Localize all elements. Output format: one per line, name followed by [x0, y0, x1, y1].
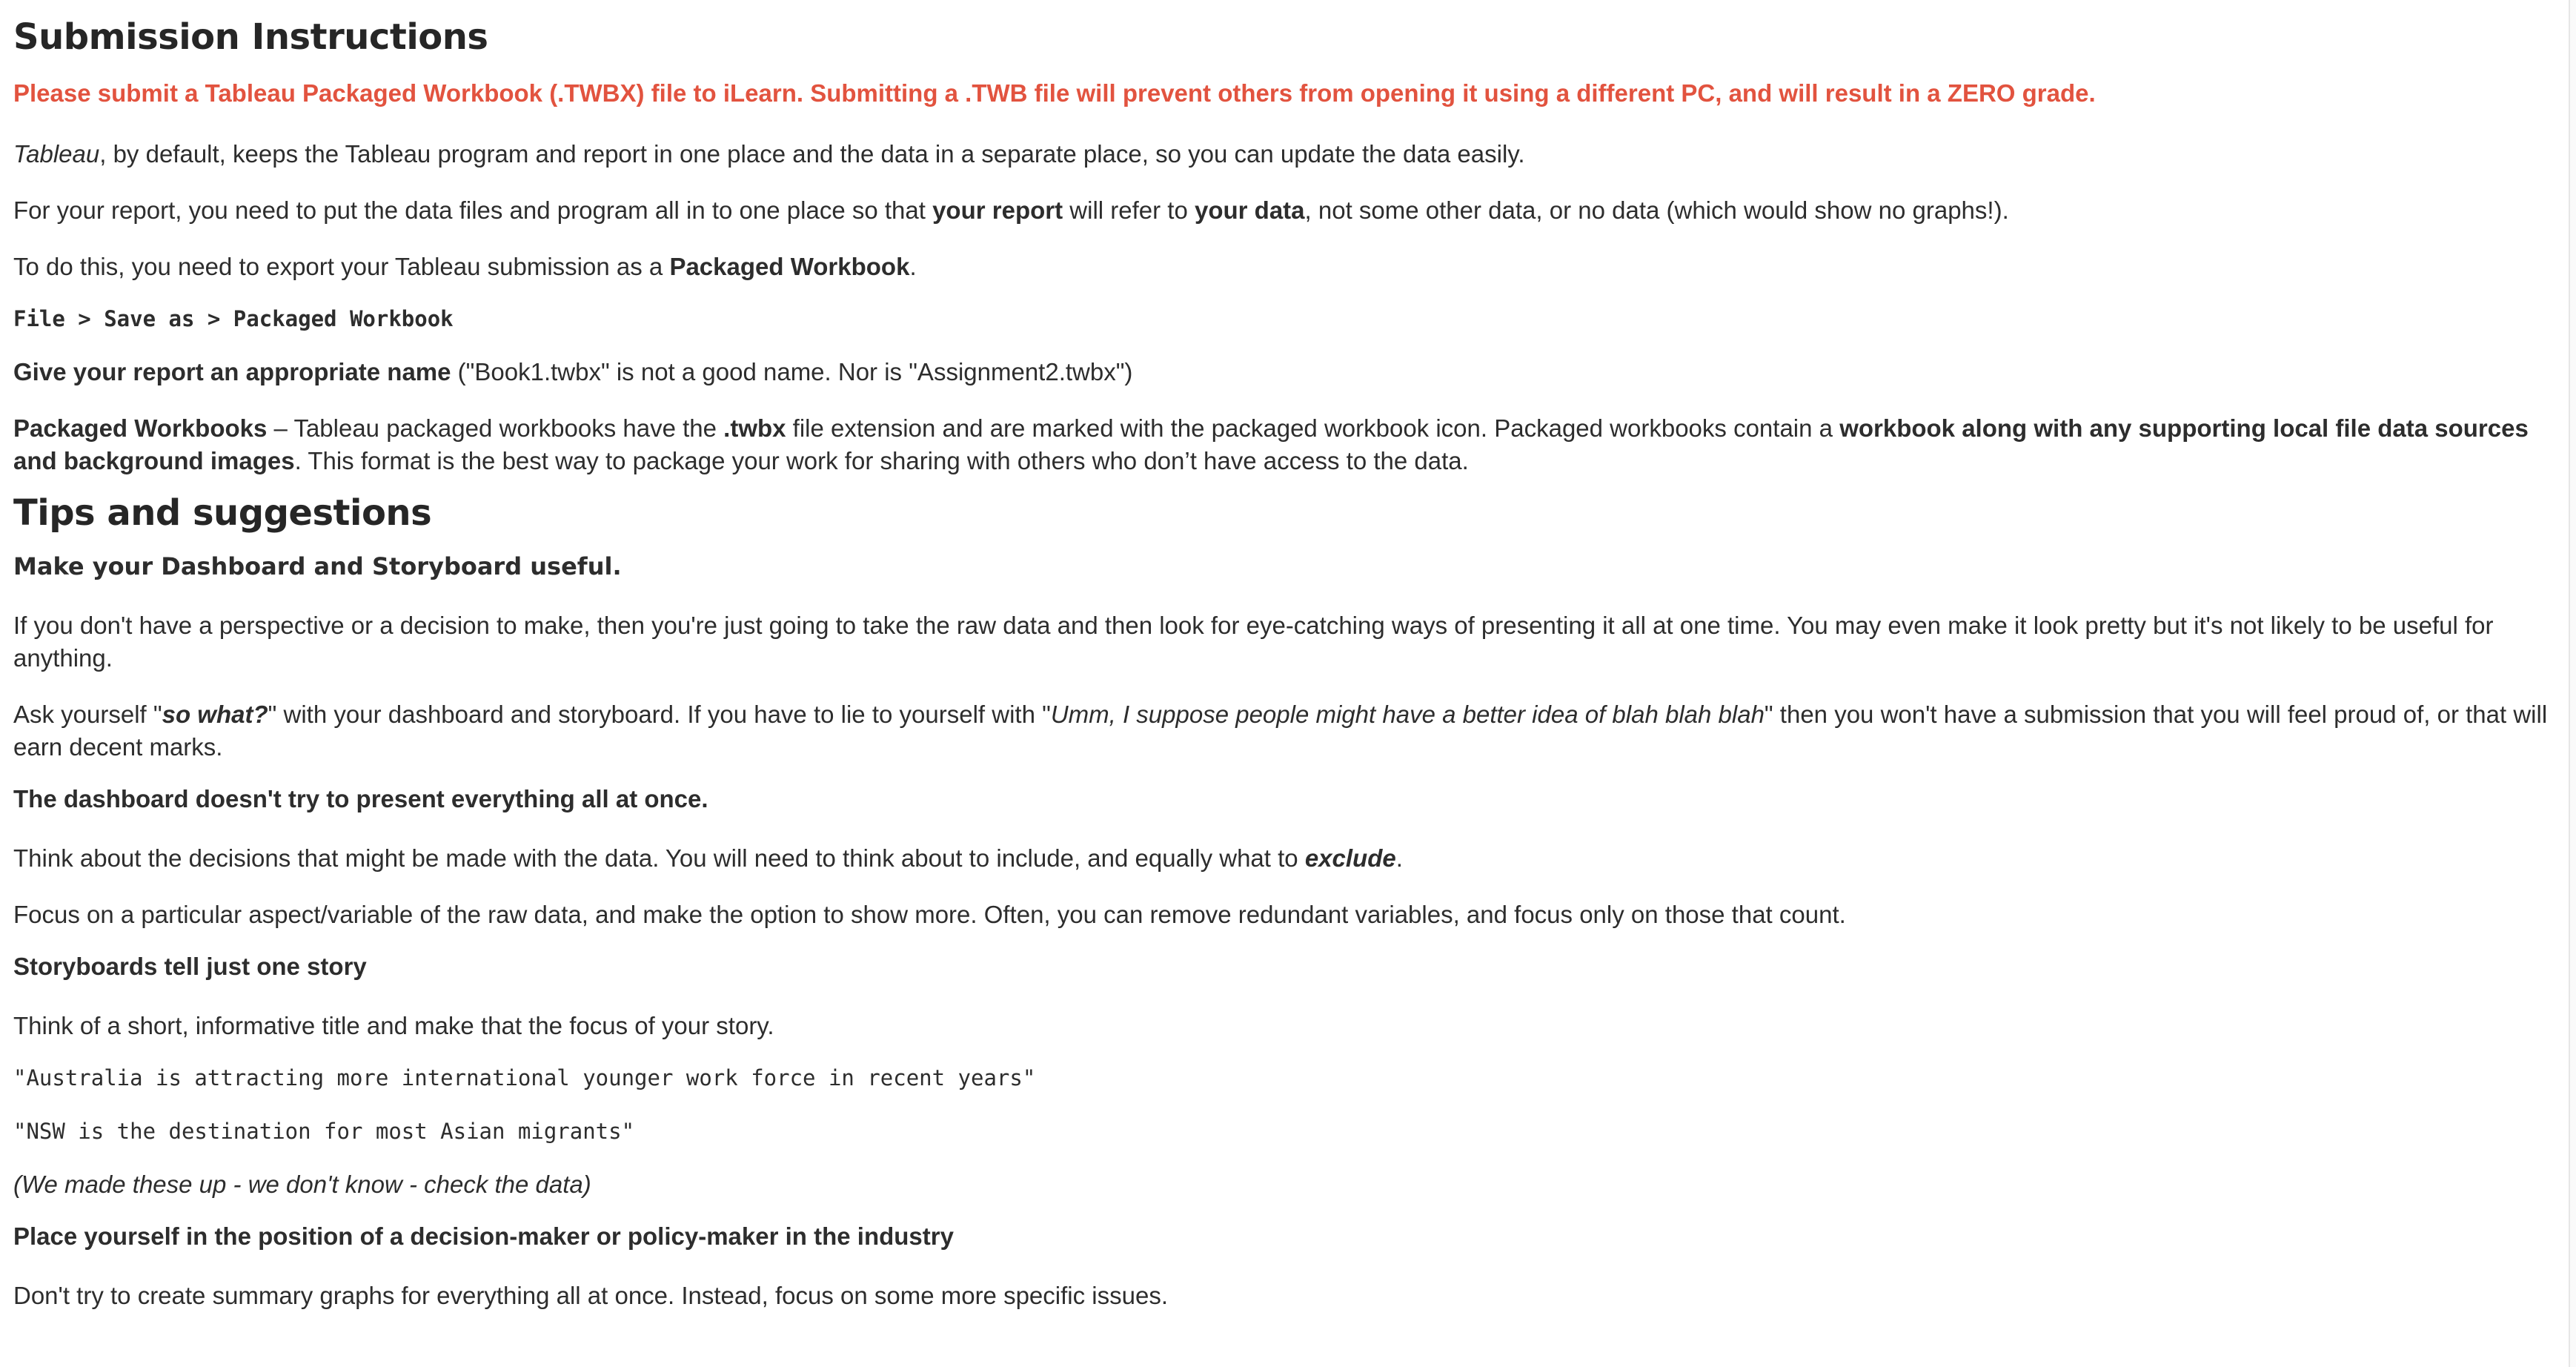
- paragraph-tableau-default: Tableau, by default, keeps the Tableau program and report in one place and the data in a separate place, so you can update the data easily.: [13, 140, 1525, 168]
- paragraph-packaged-workbooks: Packaged Workbooks – Tableau packaged workbooks have the .twbx file extension and are marked with the packaged workbook icon. Packaged workbooks contain a workbook along with any supporting local file data sources and background images. This format is the best way to package your work for sharing with others who don’t have access to the data.: [13, 414, 2529, 474]
- submission-heading: Submission Instructions: [13, 16, 488, 58]
- subheading-storyboards: Storyboards tell just one story: [13, 953, 367, 980]
- paragraph-focus: Focus on a particular aspect/variable of the raw data, and make the option to show more. Often, you can remove redundant variables, and focus only on those that count.: [13, 901, 1846, 928]
- document-body: [13, 0, 2548, 1336]
- example-australia: "Australia is attracting more international younger work force in recent years": [13, 1065, 1036, 1090]
- subheading-decision-maker: Place yourself in the position of a decision-maker or policy-maker in the industry: [13, 1222, 954, 1250]
- paragraph-so-what: Ask yourself "so what?" with your dashboard and storyboard. If you have to lie to yourself with "Umm, I suppose people might have a better idea of blah blah blah" then you won't have a submission that you will feel proud of, or that will earn decent marks.: [13, 701, 2548, 761]
- paragraph-report-data: For your report, you need to put the data files and program all in to one place so that your report will refer to your data, not some other data, or no data (which would show no graphs!).: [13, 196, 2009, 224]
- subheading-dashboard: The dashboard doesn't try to present everything all at once.: [13, 785, 708, 812]
- subheading-useful: Make your Dashboard and Storyboard useful.: [13, 552, 622, 580]
- paragraph-title: Think of a short, informative title and make that the focus of your story.: [13, 1012, 774, 1039]
- paragraph-export: To do this, you need to export your Tableau submission as a Packaged Workbook.: [13, 253, 917, 280]
- scrollbar-track[interactable]: [2569, 0, 2576, 1367]
- paragraph-report-name: Give your report an appropriate name ("Book1.twbx" is not a good name. Nor is "Assignment2.twbx"): [13, 358, 1133, 385]
- em-tableau: Tableau: [13, 140, 100, 168]
- example-nsw: "NSW is the destination for most Asian migrants": [13, 1119, 635, 1144]
- submission-warning: Please submit a Tableau Packaged Workbook (.TWBX) file to iLearn. Submitting a .TWB file will prevent others from opening it using a different PC, and will result in a ZERO grade.: [13, 79, 2096, 107]
- code-save-as: File > Save as > Packaged Workbook: [13, 306, 454, 331]
- tips-heading: Tips and suggestions: [13, 492, 432, 534]
- paragraph-summary-graphs: Don't try to create summary graphs for everything all at once. Instead, focus on some more specific issues.: [13, 1282, 1168, 1309]
- paragraph-decisions: Think about the decisions that might be made with the data. You will need to think about to include, and equally what to exclude.: [13, 844, 1403, 872]
- paragraph-disclaimer: (We made these up - we don't know - check the data): [13, 1171, 591, 1198]
- paragraph-perspective: If you don't have a perspective or a decision to make, then you're just going to take the raw data and then look for eye-catching ways of presenting it all at one time. You may even make it look pretty but it's not likely to be useful for anything.: [13, 612, 2494, 672]
